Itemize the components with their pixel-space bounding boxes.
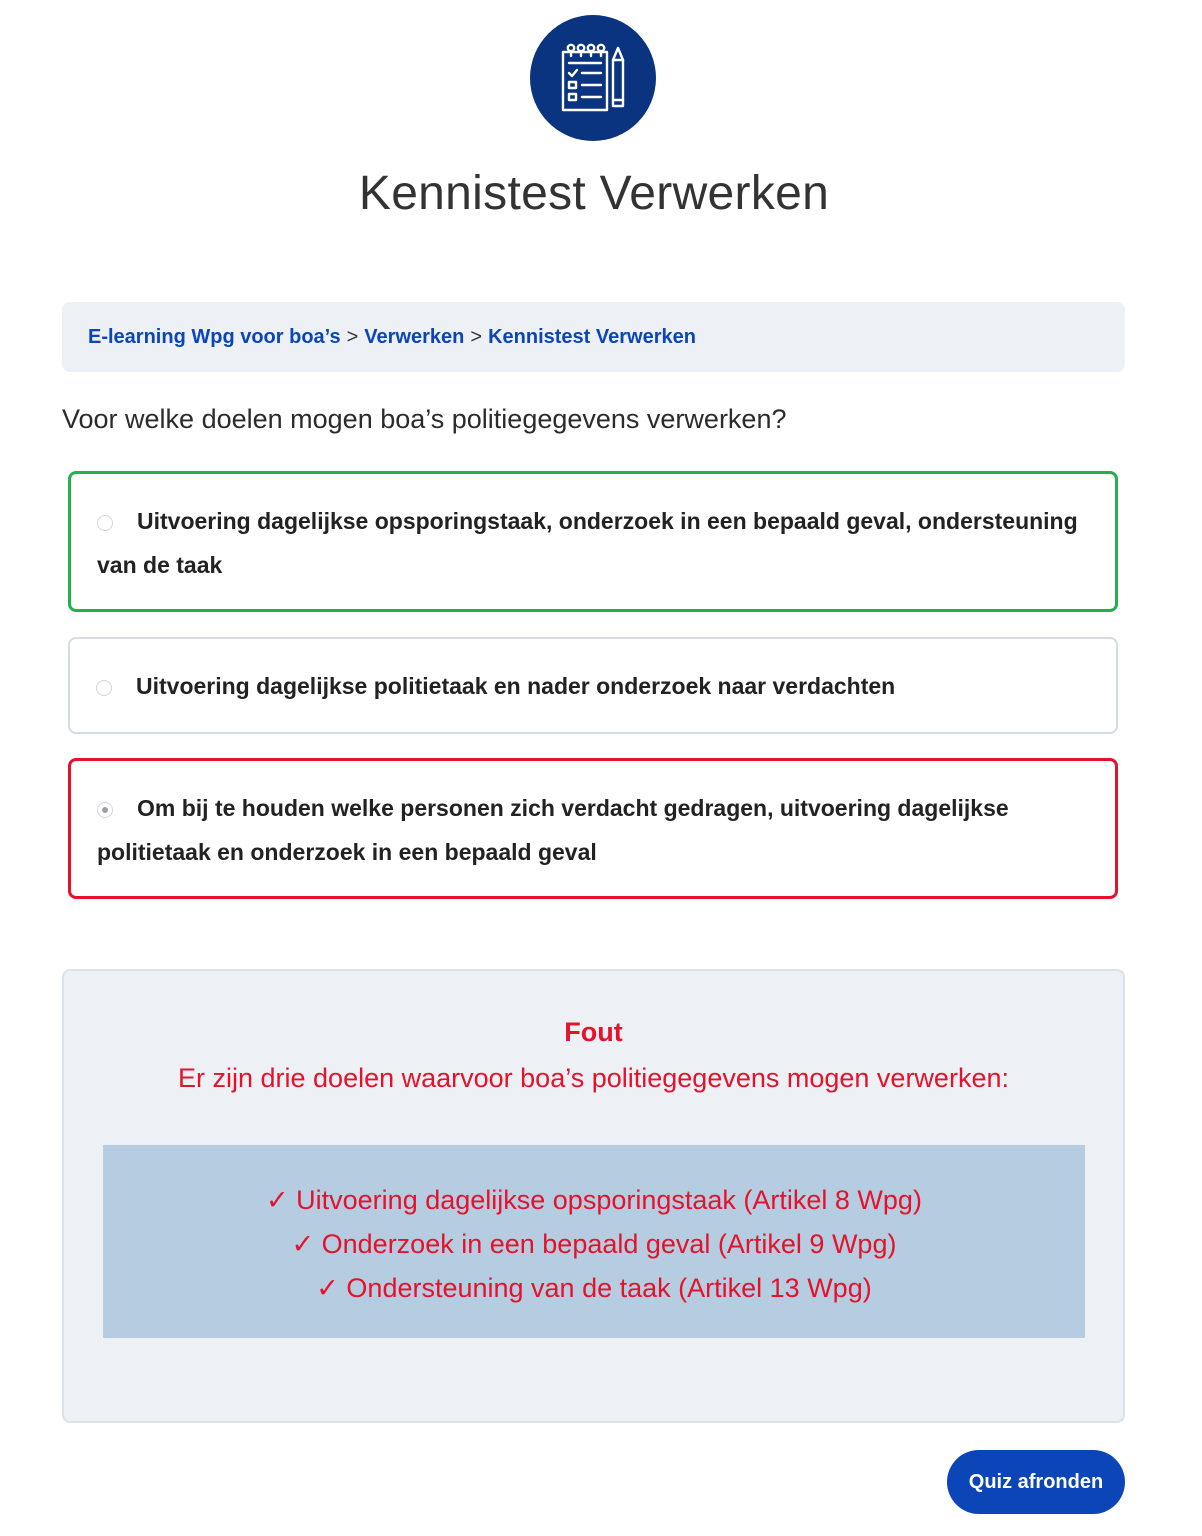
feedback-list-item: ✓ Uitvoering dagelijkse opsporingstaak (Artikel 8 Wpg)	[266, 1185, 922, 1215]
answer-option-correct[interactable]	[68, 471, 1118, 612]
breadcrumb-link-quiz[interactable]: Kennistest Verwerken	[488, 325, 696, 348]
page-title: Kennistest Verwerken	[358, 167, 830, 220]
answer-label: Uitvoering dagelijkse politietaak en nader onderzoek naar verdachten	[136, 673, 896, 699]
breadcrumb-separator: >	[346, 325, 359, 348]
answer-radio-selected[interactable]	[97, 802, 113, 818]
answer-label: Uitvoering dagelijkse opsporingstaak, onderzoek in een bepaald geval, ondersteuning van de taak	[97, 508, 1078, 578]
answer-label: Om bij te houden welke personen zich verdacht gedragen, uitvoering dagelijkse politietaak en onderzoek in een bepaald geval	[97, 795, 1009, 865]
answer-radio[interactable]	[96, 680, 112, 696]
feedback-list-item: ✓ Ondersteuning van de taak (Artikel 13 Wpg)	[316, 1273, 872, 1303]
feedback-list-item: ✓ Onderzoek in een bepaald geval (Artikel 9 Wpg)	[291, 1229, 897, 1259]
feedback-title: Fout	[564, 1017, 623, 1047]
question-text: Voor welke doelen mogen boa’s politiegegevens verwerken?	[62, 404, 787, 434]
feedback-correct-list	[103, 1145, 1085, 1338]
checklist-notepad-icon	[530, 15, 656, 141]
feedback-panel	[62, 969, 1125, 1423]
breadcrumb-link-module[interactable]: Verwerken	[364, 325, 465, 348]
breadcrumb-link-course[interactable]: E-learning Wpg voor boa’s	[88, 325, 341, 348]
finish-quiz-button[interactable]: Quiz afronden	[947, 1450, 1125, 1514]
answer-radio[interactable]	[97, 515, 113, 531]
feedback-text: Er zijn drie doelen waarvoor boa’s politiegegevens mogen verwerken:	[178, 1063, 1009, 1093]
breadcrumb-separator: >	[470, 325, 483, 348]
answer-option-selected-wrong[interactable]	[68, 758, 1118, 899]
answer-option[interactable]	[68, 637, 1118, 734]
breadcrumb	[62, 302, 1125, 372]
